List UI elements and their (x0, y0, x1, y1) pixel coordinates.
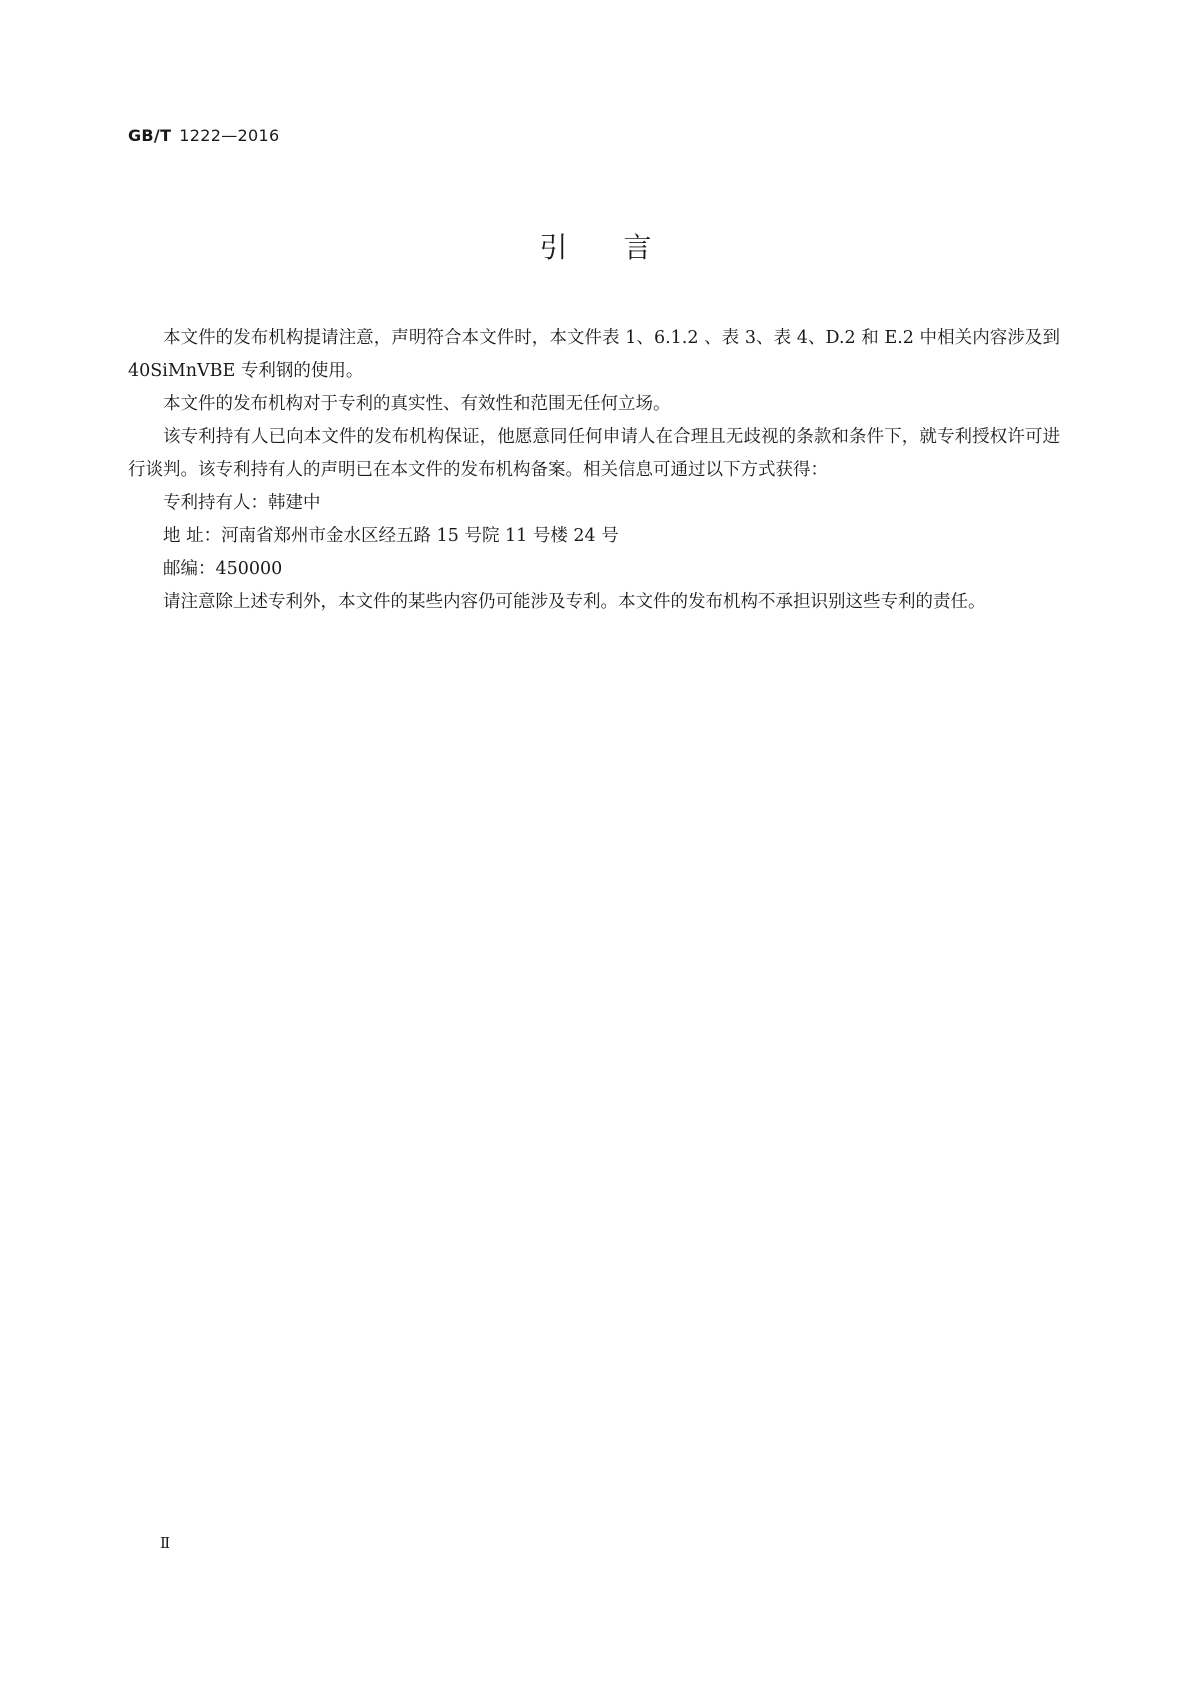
body-text (128, 322, 1060, 619)
page-title: 引言 (539, 231, 708, 264)
paragraph-patent-notice: 本文件的发布机构提请注意，声明符合本文件时，本文件表 1、6.1.2 、表 3、表 4、D.2 和 E.2 中相关内容涉及到 40SiMnVBE 专利钢的使用。 (128, 328, 1060, 381)
standard-number: 1222—2016 (179, 126, 280, 145)
paragraph-other-patents: 请注意除上述专利外，本文件的某些内容仍可能涉及专利。本文件的发布机构不承担识别这些专利的责任。 (163, 592, 986, 612)
paragraph-address: 地 址：河南省郑州市金水区经五路 15 号院 11 号楼 24 号 (163, 526, 619, 546)
page-number: Ⅱ (160, 1534, 171, 1552)
standard-prefix: GB/T (128, 126, 172, 145)
paragraph-no-position: 本文件的发布机构对于专利的真实性、有效性和范围无任何立场。 (163, 394, 671, 414)
paragraph-holder-assurance: 该专利持有人已向本文件的发布机构保证，他愿意同任何申请人在合理且无歧视的条款和条件下，就专利授权许可进行谈判。该专利持有人的声明已在本文件的发布机构备案。相关信息可通过以下方式获得： (128, 427, 1060, 480)
standard-code (128, 126, 279, 145)
paragraph-postcode: 邮编：450000 (163, 559, 283, 579)
paragraph-holder-name: 专利持有人：韩建中 (163, 493, 321, 513)
